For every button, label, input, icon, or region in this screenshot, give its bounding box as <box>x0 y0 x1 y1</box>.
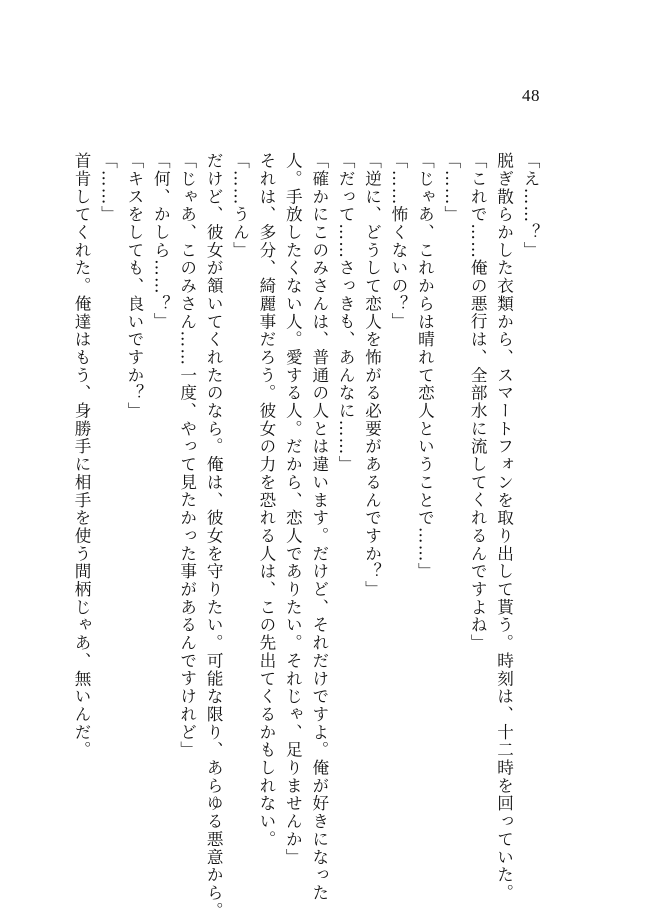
vertical-text-body <box>68 152 543 920</box>
text-line: 「逆に、どうして恋人を怖がる必要があるんですか？」 <box>362 152 382 599</box>
text-line: 「だって……さっきも、あんなに……」 <box>336 152 356 474</box>
text-line: 脱ぎ散らかした衣類から、スマートフォンを取り出して貰う。時刻は、十二時を回っていた。 <box>494 152 514 902</box>
text-line: 首肯してくれた。俺達はもう、身勝手に相手を使う間柄じゃあ、無いんだ。 <box>72 152 92 759</box>
text-line: 「え……？」 <box>521 152 540 260</box>
text-line: 「これで……俺の悪行は、全部水に流してくれるんですよね」 <box>468 152 488 652</box>
text-line: 「……怖くないの？」 <box>388 152 408 331</box>
text-line: 「キスをしても、良いですか？」 <box>124 152 144 420</box>
text-line: 「じゃあ、これからは晴れて恋人ということで……」 <box>415 152 435 581</box>
text-line: 「……うん」 <box>230 152 250 260</box>
text-line: 人。手放したくない人。愛する人。だから、恋人でありたい。それじゃ、足りませんか」 <box>283 152 303 866</box>
text-line: 「何、かしら……？」 <box>151 152 171 331</box>
text-line: それは、多分、綺麗事だろう。彼女の力を恐れる人は、この先出てくるかもしれない。 <box>256 152 276 849</box>
page-number: 48 <box>522 86 540 105</box>
text-line: 「じゃあ、このみさん……一度、やって見たかった事があるんですけれど」 <box>177 152 197 759</box>
text-line: 「……」 <box>441 152 461 224</box>
text-line: 「……」 <box>98 152 118 224</box>
text-line: 「確かにこのみさんは、普通の人とは違います。だけど、それだけですよ。俺が好きになった <box>309 152 329 902</box>
text-line: だけど、彼女が頷いてくれたのなら。俺は、彼女を守りたい。可能な限り、あらゆる悪意から。 <box>204 152 224 920</box>
